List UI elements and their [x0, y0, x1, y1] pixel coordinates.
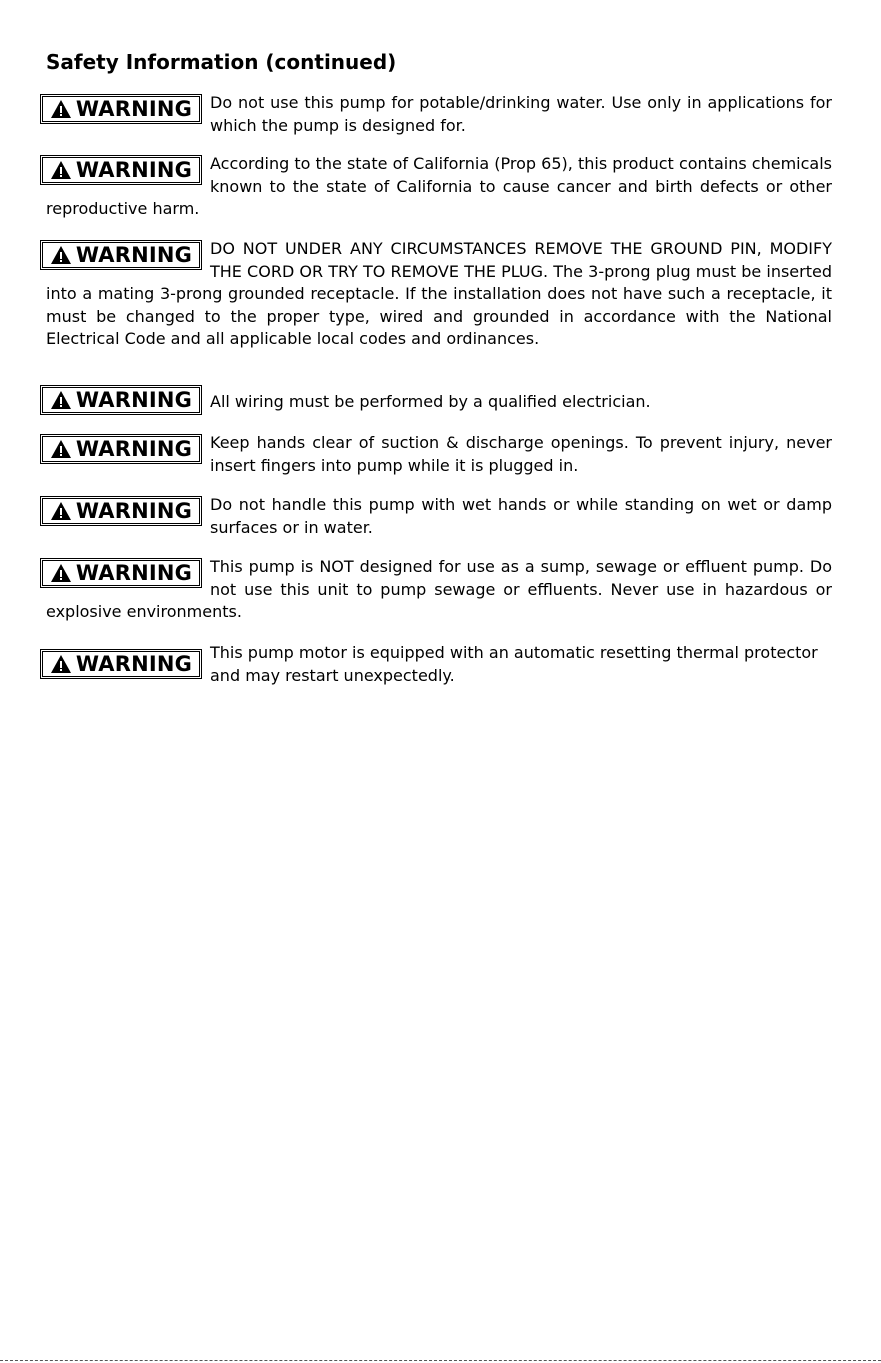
page-bottom-rule — [0, 1360, 881, 1361]
warning-badge — [40, 94, 202, 124]
warning-label: WARNING — [75, 499, 193, 523]
warning-triangle-icon — [50, 563, 72, 583]
warning-triangle-icon — [50, 99, 72, 119]
warning-text: All wiring must be performed by a qualified electrician. — [210, 392, 651, 411]
warning-item — [46, 153, 832, 221]
warning-triangle-icon — [50, 654, 72, 674]
warning-label: WARNING — [75, 158, 193, 182]
warning-text: This pump motor is equipped with an automatic resetting thermal protector and may restart unexpectedly. — [210, 643, 818, 685]
warning-text: Do not handle this pump with wet hands or while standing on wet or damp surfaces or in water. — [210, 495, 832, 537]
warning-item — [46, 388, 832, 415]
warning-triangle-icon — [50, 390, 72, 410]
warning-badge — [40, 649, 202, 679]
warning-label: WARNING — [75, 97, 193, 121]
warning-badge — [40, 496, 202, 526]
warning-item — [46, 642, 832, 687]
warning-badge — [40, 558, 202, 588]
warning-item — [46, 92, 832, 137]
warning-triangle-icon — [50, 501, 72, 521]
warning-text: DO NOT UNDER ANY CIRCUMSTANCES REMOVE THE GROUND PIN, MODIFY THE CORD OR TRY TO REMOVE THE PLUG. The 3-prong plug must be inserted into a mating 3-prong grounded receptacle. If the installation does not have such a receptacle, it must be changed to the proper type, wired and grounded in accordance with the National Electrical Code and all applicable local codes and ordinances. — [46, 239, 832, 348]
warning-label: WARNING — [75, 652, 193, 676]
warning-badge — [40, 434, 202, 464]
warning-text: According to the state of California (Prop 65), this product contains chemicals known to the state of California to cause cancer and birth defects or other reproductive harm. — [46, 154, 832, 218]
warning-badge — [40, 240, 202, 270]
warning-triangle-icon — [50, 439, 72, 459]
warning-triangle-icon — [50, 160, 72, 180]
warning-item — [46, 556, 832, 624]
warning-text: Do not use this pump for potable/drinking water. Use only in applications for which the pump is designed for. — [210, 93, 832, 135]
warning-label: WARNING — [75, 243, 193, 267]
warning-badge — [40, 385, 202, 415]
warning-item — [46, 432, 832, 477]
page-title: Safety Information (continued) — [46, 50, 397, 74]
warning-text: This pump is NOT designed for use as a sump, sewage or effluent pump. Do not use this unit to pump sewage or effluents. Never use in hazardous or explosive environments. — [46, 557, 832, 621]
warning-label: WARNING — [75, 388, 193, 412]
warning-triangle-icon — [50, 245, 72, 265]
warning-item — [46, 494, 832, 539]
warning-item — [46, 238, 832, 351]
warning-badge — [40, 155, 202, 185]
warning-label: WARNING — [75, 561, 193, 585]
warning-text: Keep hands clear of suction & discharge openings. To prevent injury, never insert fingers into pump while it is plugged in. — [210, 433, 832, 475]
warning-label: WARNING — [75, 437, 193, 461]
